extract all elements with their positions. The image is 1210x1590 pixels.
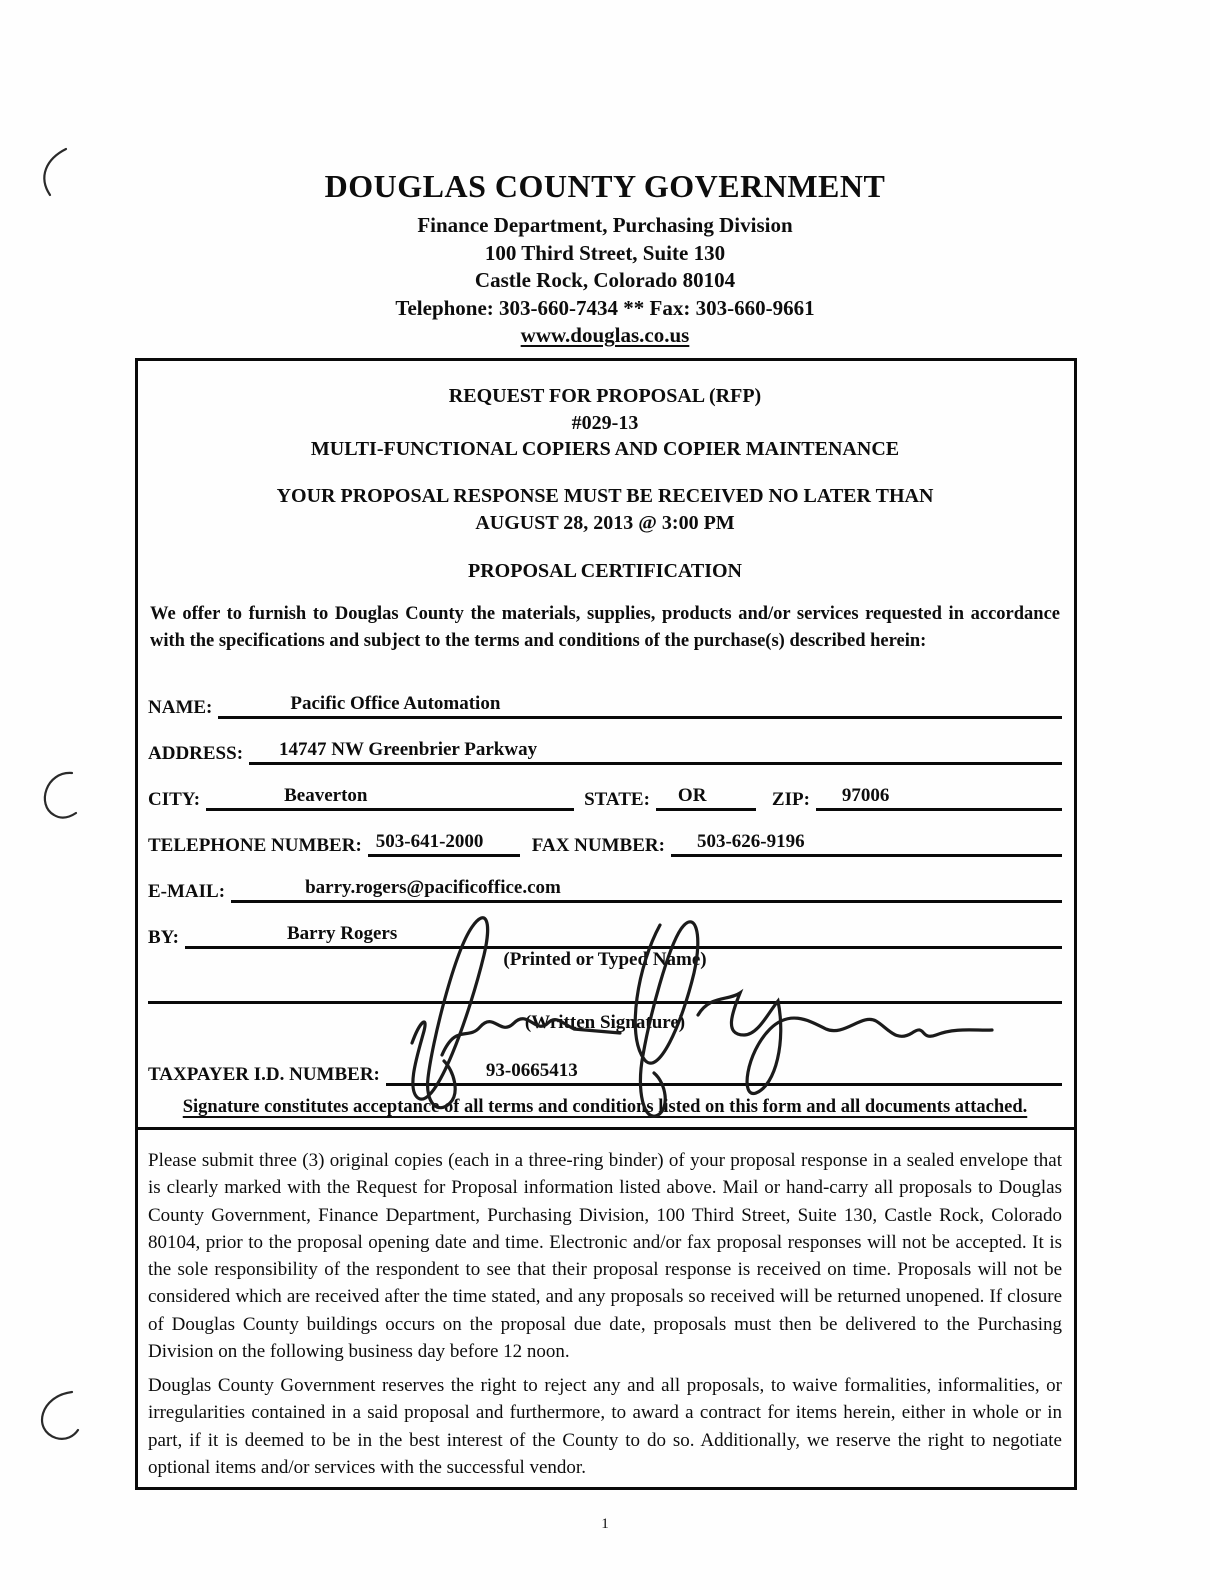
org-dept-line: Finance Department, Purchasing Division: [417, 213, 793, 237]
name-field-label: NAME:: [148, 697, 213, 718]
page-number: 1: [601, 1516, 609, 1532]
website-link: www.douglas.co.us: [520, 323, 690, 347]
section-title: PROPOSAL CERTIFICATION: [468, 560, 742, 582]
deadline-line2: AUGUST 28, 2013 @ 3:00 PM: [475, 511, 735, 534]
phone-fax-row: [148, 829, 1062, 857]
telephone-field-label: TELEPHONE NUMBER:: [148, 835, 362, 856]
org-title: DOUGLAS COUNTY GOVERNMENT: [324, 168, 886, 204]
name-field-line: [218, 691, 1062, 719]
scan-artifact-mark-middle: [34, 765, 78, 825]
zip-field-value: 97006: [841, 785, 890, 806]
taxpayer-field-label: TAXPAYER I.D. NUMBER:: [148, 1064, 380, 1085]
state-field-value: OR: [677, 785, 707, 806]
by-field-value: Barry Rogers: [286, 923, 398, 944]
rights-reservation-paragraph: Douglas County Government reserves the right to reject any and all proposals, to waive formalities, informalities, or irregularities contained in a said proposal and furthermore, to award a contract for items herein, either in whole or in part, if it is deemed to be in the best interest of the County to do so. Additionally, we reserve the right to negotiate optional items and/or services with the successful vendor.: [148, 1375, 1062, 1478]
city-field-label: CITY:: [148, 789, 201, 810]
written-signature-caption: (Written Signature): [524, 1012, 686, 1033]
address-row: [148, 737, 1062, 765]
letterhead: [0, 168, 1210, 350]
name-field-value: Pacific Office Automation: [290, 693, 501, 714]
city-state-zip-row: [148, 783, 1062, 811]
rfp-title-block: [148, 383, 1062, 463]
org-phone-line: Telephone: 303-660-7434 ** Fax: 303-660-9661: [395, 295, 815, 320]
city-field-line: [206, 783, 574, 811]
city-field-value: Beaverton: [284, 785, 368, 806]
by-field-label: BY:: [148, 927, 179, 948]
rfp-subject: MULTI-FUNCTIONAL COPIERS AND COPIER MAINTENANCE: [310, 438, 900, 460]
address-field-line: [249, 737, 1062, 765]
submission-instructions-paragraph: Please submit three (3) original copies (each in a three-ring binder) of your proposal response in a sealed envelope that is clearly marked with the Request for Proposal information listed above. Mail or hand-carry all proposals to Douglas County Government, Finance Department, Purchasing Division, 100 Third Street, Suite 130, Castle Rock, Colorado 80104, prior to the proposal opening date and time. Electronic and/or fax proposal responses will not be accepted. It is the sole responsibility of the respondent to see that their proposal response is received on time. Proposals will not be considered which are received after the time stated, and any proposals so received will be returned unopened. If closure of Douglas County buildings occurs on the proposal due date, proposals must then be delivered to the Purchasing Division on the following business day before 12 noon.: [148, 1150, 1062, 1363]
zip-field-line: [816, 783, 1062, 811]
address-field-label: ADDRESS:: [148, 743, 244, 764]
fax-field-value: 503-626-9196: [696, 831, 805, 852]
name-row: [148, 691, 1062, 719]
email-field-label: E-MAIL:: [148, 881, 226, 902]
taxpayer-field-value: 93-0665413: [485, 1060, 578, 1081]
handwritten-signature: [398, 893, 998, 1128]
deadline-block: [148, 483, 1062, 536]
deadline-line1: YOUR PROPOSAL RESPONSE MUST BE RECEIVED NO LATER THAN: [276, 485, 934, 507]
certification-paragraph: We offer to furnish to Douglas County the materials, supplies, products and/or services requested in accordance with the specifications and subject to the terms and conditions of the purchase(s) described herein:: [150, 604, 1060, 651]
rfp-title: REQUEST FOR PROPOSAL (RFP): [448, 385, 762, 407]
address-field-value: 14747 NW Greenbrier Parkway: [279, 739, 538, 760]
fax-field-label: FAX NUMBER:: [531, 835, 665, 856]
section-title-wrap: [148, 558, 1062, 585]
email-field-value: barry.rogers@pacificoffice.com: [305, 877, 561, 898]
scan-artifact-mark-bottom: [30, 1382, 80, 1446]
telephone-field-value: 503-641-2000: [375, 831, 484, 852]
acceptance-note: Signature constitutes acceptance of all terms and conditions listed on this form and all documents attached.: [182, 1097, 1028, 1117]
zip-field-label: ZIP:: [771, 789, 810, 810]
org-street-line: 100 Third Street, Suite 130: [484, 240, 726, 265]
telephone-field-line: [368, 829, 520, 857]
state-field-label: STATE:: [584, 789, 650, 810]
state-field-line: [656, 783, 756, 811]
printed-name-caption: (Printed or Typed Name): [503, 949, 707, 970]
fax-field-line: [671, 829, 1062, 857]
org-city-line: Castle Rock, Colorado 80104: [474, 268, 736, 292]
rfp-number: #029-13: [571, 411, 639, 434]
